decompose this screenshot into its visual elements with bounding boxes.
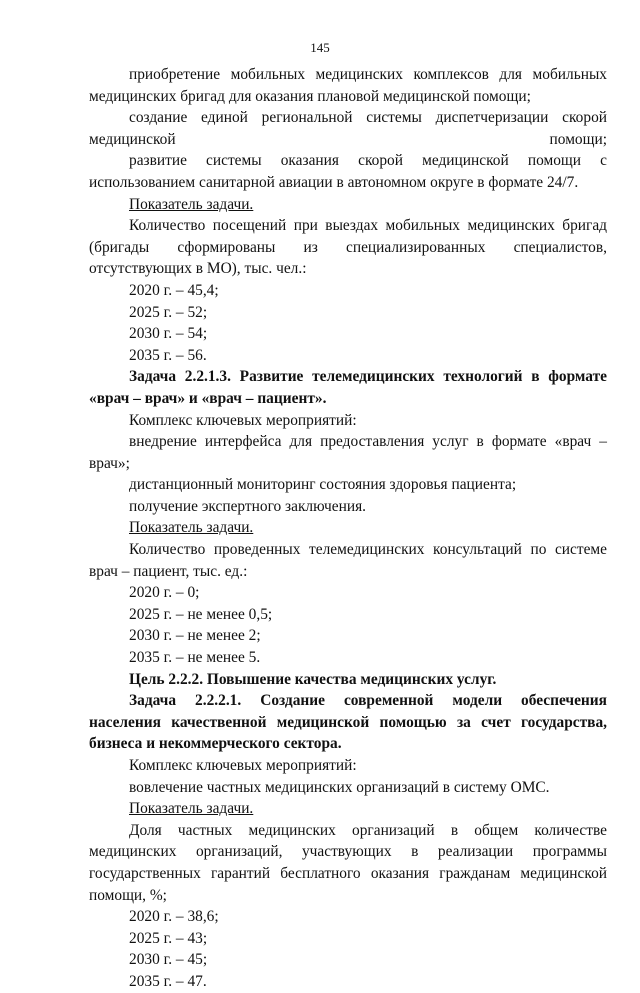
task-2-2-1-3-heading: Задача 2.2.1.3. Развитие телемедицинских технологий в формате «врач – врач» и «врач – пациент». <box>89 368 607 407</box>
indicator-heading-3: Показатель задачи. <box>129 800 254 818</box>
value-visits-2025: 2025 г. – 52; <box>129 303 208 321</box>
page-number: 145 <box>310 40 330 55</box>
key-measures-label-2: Комплекс ключевых мероприятий: <box>129 757 357 774</box>
value-share-2020: 2020 г. – 38,6; <box>129 908 219 926</box>
page-content <box>89 64 607 993</box>
goal-2-2-2-heading: Цель 2.2.2. Повышение качества медицинских услуг. <box>129 670 497 688</box>
paragraph-mobile-complexes: приобретение мобильных медицинских комплексов для мобильных медицинских бригад для оказания плановой медицинской помощи; <box>89 66 607 105</box>
value-share-2030: 2030 г. – 45; <box>129 951 208 969</box>
paragraph-private-oms: вовлечение частных медицинских организаций в систему ОМС. <box>129 778 550 796</box>
value-visits-2030: 2030 г. – 54; <box>129 325 208 343</box>
value-tele-2020: 2020 г. – 0; <box>129 584 200 602</box>
paragraph-remote-monitoring: дистанционный мониторинг состояния здоровья пациента; <box>129 476 517 494</box>
value-tele-2035: 2035 г. – не менее 5. <box>129 649 261 667</box>
value-tele-2030: 2030 г. – не менее 2; <box>129 627 261 645</box>
task-2-2-2-1-heading: Задача 2.2.2.1. Создание современной модели обеспечения населения качественной медицинской помощью за счет государства, бизнеса и некоммерческого сектора. <box>89 692 607 753</box>
paragraph-dispatch-system: создание единой региональной системы диспетчеризации скорой медицинской помощи; <box>89 109 607 148</box>
indicator-text-private-share: Доля частных медицинских организаций в общем количестве медицинских организаций, участвующих в реализации программы государственных гарантий бесплатного оказания гражданам медицинской помощи, %; <box>89 821 607 904</box>
value-tele-2025: 2025 г. – не менее 0,5; <box>129 605 273 623</box>
paragraph-interface: внедрение интерфейса для предоставления услуг в формате «врач – врач»; <box>89 433 607 472</box>
indicator-text-visits: Количество посещений при выездах мобильных медицинских бригад (бригады сформированы из специализированных специалистов, отсутствующих в МО), тыс. чел.: <box>89 217 607 278</box>
value-share-2035: 2035 г. – 47. <box>129 972 207 990</box>
value-visits-2035: 2035 г. – 56. <box>129 346 207 364</box>
key-measures-label-1: Комплекс ключевых мероприятий: <box>129 411 357 429</box>
value-visits-2020: 2020 г. – 45,4; <box>129 281 219 299</box>
indicator-text-telemedicine: Количество проведенных телемедицинских консультаций по системе врач – пациент, тыс. ед.: <box>89 541 607 580</box>
paragraph-air-ambulance: развитие системы оказания скорой медицинской помощи с использованием санитарной авиации в автономном округе в формате 24/7. <box>89 152 607 191</box>
indicator-heading-2: Показатель задачи. <box>129 519 254 537</box>
paragraph-expert-opinion: получение экспертного заключения. <box>129 497 366 515</box>
value-share-2025: 2025 г. – 43; <box>129 929 208 947</box>
indicator-heading-1: Показатель задачи. <box>129 195 254 213</box>
